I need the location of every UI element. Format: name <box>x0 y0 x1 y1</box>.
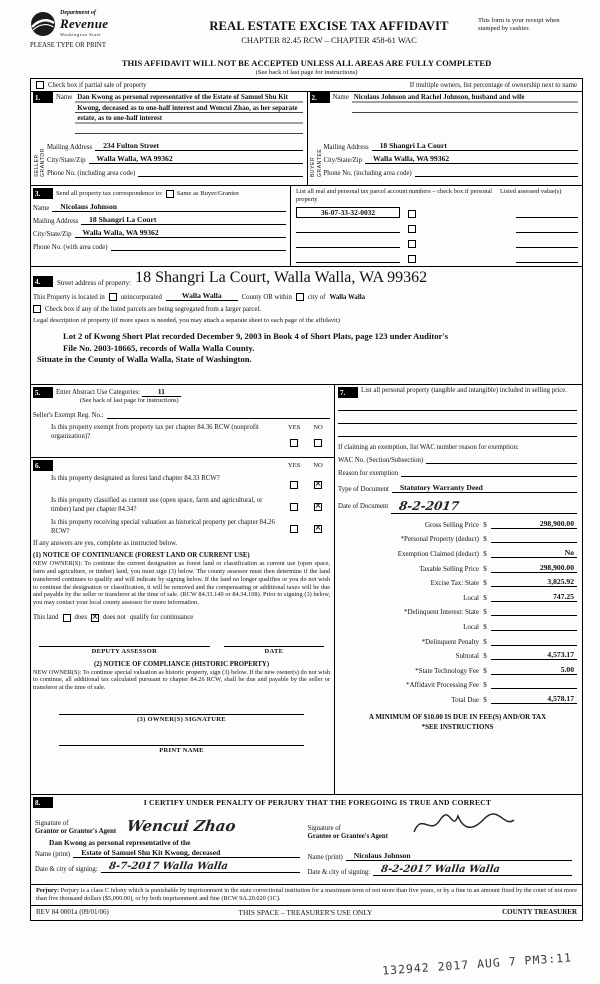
gross-selling-price-label: Gross Selling Price <box>424 520 479 529</box>
buyer-vertical-label: BUYER <box>310 156 316 177</box>
no-header-6: NO <box>313 462 323 470</box>
corr-name-label: Name <box>33 205 50 212</box>
grantor-signature-handwriting: Wencui Zhao <box>125 817 237 836</box>
doc-date-handwriting: 8-2-2017 <box>398 499 461 514</box>
notice-continuance-body: NEW OWNER(S): To continue the current designation as forest land or classification as current use (open space, farm and agriculture, or timber) land, you must sign (3) below. The county assessor must then determine if the land transferred continues to qualify and will indicate by signing below. If the land no longer qualifies or you do not wish to continue the designation or classification, it will be removed and the compensating or additional taxes will be due and payable by the seller or transferor at the time of sale. (RCW 84.33.140 or 84.34.108). Prior to signing (3) below, you may contact your local county assessor for more information. <box>33 560 331 606</box>
subtotal-row <box>338 650 577 660</box>
delinquent-penalty-label: *Delinquent Penalty <box>421 637 479 646</box>
unincorporated-label: unincorporated <box>120 294 162 302</box>
delinquent-interest-state-value[interactable] <box>491 606 577 616</box>
seller-name-value[interactable]: Dan Kwong as personal representative of the Estate of Samuel Shu Kit Kwong, deceased as to one-half interest and Wencui Zhao, as her separate estate, as to one-half interest <box>75 92 302 134</box>
buyer-mailing-value[interactable]: 18 Shangri La Court <box>372 141 578 151</box>
parcel-number-line-3[interactable] <box>296 237 400 248</box>
seller-side-label <box>33 138 47 177</box>
located-in-label: This Property is located in <box>33 294 105 302</box>
delinquent-interest-state-row <box>338 606 577 616</box>
see-back-note-5: (See back of last page for instructions) <box>80 397 179 405</box>
section-7-tab: 7. <box>338 387 358 398</box>
property-tax-exempt-question: Is this property exempt from property tax per chapter 84.36 RCW (nonprofit organization)? <box>51 424 259 440</box>
assessed-value-line-2[interactable] <box>516 223 578 233</box>
dollar-sign: $ <box>483 622 487 631</box>
parcel-personal-checkbox-1[interactable] <box>408 210 416 218</box>
certification-section <box>31 794 582 884</box>
grantor-name-print-value[interactable]: Estate of Samuel Shu Kit Kwong, deceased <box>73 848 299 858</box>
yes-header-5: YES <box>287 424 301 432</box>
warning-banner: THIS AFFIDAVIT WILL NOT BE ACCEPTED UNLESS ALL AREAS ARE FULLY COMPLETED <box>121 58 492 68</box>
left-column <box>31 385 334 794</box>
personal-property-line-2[interactable] <box>338 411 577 424</box>
dollar-sign: $ <box>483 695 487 704</box>
assessed-value-line-1[interactable] <box>516 208 578 218</box>
grantor-date-city-label: Date & city of signing: <box>35 866 98 874</box>
chapter-subtitle: CHAPTER 82.45 RCW – CHAPTER 458-61 WAC <box>241 35 417 45</box>
buyer-csz-label: City/State/Zip <box>323 157 363 164</box>
subtotal-label: Subtotal <box>455 652 479 661</box>
corr-phone-label: Phone No. (with area code) <box>33 244 108 251</box>
wac-label: WAC No. (Section/Subsection) <box>338 457 424 465</box>
legal-line-1: Lot 2 of Kwong Short Plat recorded December 9, 2003 in Book 4 of Short Plats, page 123 under Auditor's <box>63 331 449 342</box>
assessed-value-line-4[interactable] <box>516 253 578 263</box>
land-does-not-checkbox[interactable] <box>91 614 99 622</box>
middle-columns <box>31 384 582 794</box>
deputy-date-label: DATE <box>264 647 284 655</box>
parcel-number-line-4[interactable] <box>296 252 400 263</box>
revenue-logo <box>30 10 180 37</box>
parcel-personal-checkbox-3[interactable] <box>408 240 416 248</box>
parcel-number-line-2[interactable] <box>296 222 400 233</box>
grantee-vertical-label: GRANTEE <box>316 148 323 177</box>
doc-date-value[interactable] <box>391 499 577 514</box>
excise-tax-state-row <box>338 577 577 587</box>
owners-signature-label: (3) OWNER(S) SIGNATURE <box>137 715 226 723</box>
abstract-use-value[interactable]: 11 <box>142 387 181 397</box>
send-correspondence-label: Send all property tax correspondence to: <box>56 190 163 197</box>
notice-continuance-title: (1) NOTICE OF CONTINUANCE (FOREST LAND OR CURRENT USE) <box>33 552 250 560</box>
parcel-numbers-panel <box>290 186 582 266</box>
personal-property-line-1[interactable] <box>338 398 577 411</box>
page-title: REAL ESTATE EXCISE TAX AFFIDAVIT <box>209 19 449 33</box>
legal-line-3: Situate in the County of Walla Walla, State of Washington. <box>37 354 252 365</box>
grantee-sig-label-1: Signature of <box>307 825 341 833</box>
state-technology-fee-label: *State Technology Fee <box>415 666 479 675</box>
grantor-sig-label-1: Signature of <box>35 820 69 828</box>
buyer-name-value[interactable]: Nicolaus Johnson and Rachel Johnson, husband and wife <box>352 92 578 113</box>
current-use-question: Is this property classified as current use (open space, farm and agricultural, or timber) land per chapter 84.34? <box>51 497 263 513</box>
corr-mailing-value[interactable]: 18 Shangri La Court <box>81 215 286 225</box>
dollar-sign: $ <box>483 549 487 558</box>
any-yes-note: If any answers are yes, complete as instructed below. <box>33 540 178 548</box>
grantee-signature-block <box>306 810 579 876</box>
seller-csz-value[interactable]: Walla Walla, WA 99362 <box>89 154 303 164</box>
delinquent-interest-local-row <box>338 621 577 631</box>
wac-value[interactable] <box>426 454 577 464</box>
section-1-tab: 1. <box>33 92 53 103</box>
county-or-label: County OR within <box>241 294 292 302</box>
qualify-label: qualify for continuance <box>129 614 194 622</box>
affidavit-processing-fee-value[interactable] <box>491 679 577 689</box>
selling-price-section <box>334 385 582 794</box>
perjury-body: Perjury is a class C felony which is punishable by imprisonment in the state correctional institution for a maximum term of not more than five years, or by a fine in an amount fixed by the court of not more than five thousand dollars ($5,000.00), or by both imprisonment and fine (RCW 9A.20.020 (1C). <box>36 887 577 902</box>
buyer-grantee-section <box>307 92 583 185</box>
county-treasurer-label: COUNTY TREASURER <box>502 908 577 917</box>
revenue-logo-text <box>60 10 108 37</box>
continuance-qualify-row <box>33 614 330 622</box>
print-name-line[interactable] <box>59 735 304 746</box>
deputy-assessor-signature-line[interactable] <box>39 636 210 647</box>
grantor-representative-note: Dan Kwong as personal representative of the <box>49 838 191 848</box>
section-5-tab: 5. <box>33 387 53 398</box>
segregated-label: Check box if any of the listed parcels are being segregated from a larger parcel. <box>45 305 261 313</box>
does-label: does <box>74 614 87 622</box>
same-as-buyer-checkbox[interactable] <box>166 190 174 198</box>
delinquent-interest-local-label: Local <box>463 622 479 631</box>
exemption-claimed-label: Exemption Claimed (deduct) <box>397 549 479 558</box>
buyer-phone-label: Phone No. (including area code) <box>323 170 412 177</box>
buyer-phone-value[interactable] <box>415 167 578 177</box>
seller-mailing-label: Mailing Address <box>47 144 93 151</box>
section-2-tab: 2. <box>310 92 330 103</box>
seller-phone-label: Phone No. (including area code) <box>47 170 136 177</box>
logo-state-label: Washington State <box>60 32 102 37</box>
yes-header-6: YES <box>287 462 301 470</box>
segregated-checkbox[interactable] <box>33 305 41 313</box>
parcel-row <box>296 222 578 233</box>
grantor-vertical-label: GRANTOR <box>40 147 46 177</box>
section-6-tab: 6. <box>33 460 53 471</box>
reason-label: Reason for exemption <box>338 470 399 478</box>
seller-buyer-row <box>31 91 582 185</box>
historical-yes-checkbox[interactable] <box>290 525 298 533</box>
unincorporated-checkbox[interactable] <box>109 293 117 301</box>
subtotal-value[interactable]: 4,573.17 <box>491 650 577 660</box>
deputy-assessor-label: DEPUTY ASSESSOR <box>91 647 158 655</box>
excise-tax-local-label: Local <box>463 593 479 602</box>
legal-description-value[interactable] <box>33 331 578 366</box>
total-due-label: Total Due <box>451 695 479 704</box>
grantee-signature-scribble <box>400 810 520 836</box>
current-use-yes-checkbox[interactable] <box>290 503 298 511</box>
parcel-personal-checkbox-2[interactable] <box>408 225 416 233</box>
grantor-name-print-label: Name (print) <box>35 851 71 859</box>
abstract-use-section <box>31 385 334 457</box>
delinquent-interest-state-label: *Delinquent Interest: State <box>403 608 479 617</box>
no-header-5: NO <box>313 424 323 432</box>
header <box>30 10 583 56</box>
personal-property-line-3[interactable] <box>338 424 577 437</box>
historical-property-question: Is this property receiving special valuation as historical property per chapter 84.26 RCW? <box>51 519 275 535</box>
this-land-label: This land <box>33 614 59 622</box>
grantor-date-city-value[interactable] <box>101 861 300 873</box>
exemption-claimed-value[interactable]: No <box>491 548 577 558</box>
please-type-label: PLEASE TYPE OR PRINT <box>30 42 106 49</box>
print-name-label: PRINT NAME <box>159 746 204 754</box>
exempt-reg-label: Seller's Exempt Reg. No.: <box>33 412 104 420</box>
dollar-sign: $ <box>483 579 487 588</box>
exemption-claimed-row <box>338 548 577 558</box>
doc-type-label: Type of Document <box>338 486 389 494</box>
see-instructions-note: *SEE INSTRUCTIONS <box>421 722 494 731</box>
dollar-sign: $ <box>483 652 487 661</box>
street-address-value[interactable]: 18 Shangri La Court, Walla Walla, WA 99362 <box>135 269 428 287</box>
gross-selling-price-value[interactable]: 298,900.00 <box>491 519 577 529</box>
revenue-logo-icon <box>30 11 56 37</box>
grantee-name-print-label: Name (print) <box>307 854 343 862</box>
partial-sale-label: Check box if partial sale of property <box>48 81 147 89</box>
perjury-notice <box>31 884 582 904</box>
personal-property-intro: List all personal property (tangible and intangible) included in selling price. <box>361 387 567 395</box>
see-back-note: (See back of last page for instructions) <box>255 69 358 76</box>
section-4-tab: 4. <box>33 276 53 287</box>
treasurer-space-label: THIS SPACE – TREASURER'S USE ONLY <box>238 907 373 917</box>
buyer-csz-value[interactable]: Walla Walla, WA 99362 <box>365 154 578 164</box>
taxable-selling-price-row <box>338 563 577 573</box>
form-revision-number: REV 84 0001a (09/01/06) <box>36 908 109 917</box>
corr-csz-value[interactable]: Walla Walla, WA 99362 <box>75 228 286 238</box>
city-of-label: city of <box>307 294 326 302</box>
delinquent-interest-local-value[interactable] <box>491 621 577 631</box>
form-body <box>30 78 583 921</box>
dollar-sign: $ <box>483 608 487 617</box>
buyer-side-label <box>310 138 324 177</box>
seller-phone-value[interactable] <box>138 167 302 177</box>
corr-csz-label: City/State/Zip <box>33 231 72 238</box>
land-classification-section <box>31 457 334 758</box>
dollar-sign: $ <box>483 593 487 602</box>
reason-value[interactable] <box>401 467 577 477</box>
doc-date-label: Date of Document <box>338 503 389 511</box>
buyer-name-label: Name <box>332 94 349 101</box>
seller-grantor-section <box>31 92 307 185</box>
city-checkbox[interactable] <box>296 293 304 301</box>
buyer-mailing-label: Mailing Address <box>323 144 369 151</box>
personal-property-deduct-label: *Personal Property (deduct) <box>400 535 479 544</box>
city-name-value[interactable]: Walla Walla <box>329 294 366 302</box>
state-technology-fee-row <box>338 665 577 675</box>
assessed-values-header: Listed assessed value(s) <box>500 188 562 195</box>
notice-compliance-title: (2) NOTICE OF COMPLIANCE (HISTORIC PROPERTY) <box>93 660 270 668</box>
grantee-date-handwriting: 8-2-2017 Walla Walla <box>380 864 501 876</box>
section-3-tab: 3. <box>33 188 53 199</box>
dollar-sign: $ <box>483 637 487 646</box>
partial-sale-row <box>31 79 582 91</box>
taxable-selling-price-value[interactable]: 298,900.00 <box>491 563 577 573</box>
abstract-use-label: Enter Abstract Use Categories: <box>56 389 140 397</box>
dollar-sign: $ <box>483 564 487 573</box>
street-address-label: Street address of property: <box>57 279 132 288</box>
receipt-note: This form is your receipt when stamped by cashier. <box>478 17 560 32</box>
claiming-exemption-note: If claiming an exemption, list WAC number reason for exemption: <box>338 444 519 452</box>
seller-csz-label: City/State/Zip <box>47 157 86 164</box>
grantee-date-city-value[interactable] <box>373 864 572 876</box>
excise-tax-state-value[interactable]: 3,825.92 <box>491 577 577 587</box>
delinquent-penalty-value[interactable] <box>491 636 577 646</box>
historical-no-checkbox[interactable] <box>314 525 322 533</box>
header-left <box>30 10 180 49</box>
correspondence-fields <box>31 186 290 266</box>
corr-phone-value[interactable] <box>111 241 286 251</box>
doc-type-value[interactable]: Statutory Warranty Deed <box>392 483 577 493</box>
partial-sale-checkbox[interactable] <box>36 81 44 89</box>
total-due-value[interactable]: 4,578.17 <box>491 694 577 704</box>
current-use-no-checkbox[interactable] <box>314 503 322 511</box>
affidavit-processing-fee-label: *Affidavit Processing Fee <box>406 681 479 690</box>
cashier-date-stamp: 132942 2017 AUG 7 PM3:11 <box>381 950 573 978</box>
minimum-fee-note: A MINIMUM OF $10.00 IS DUE IN FEE(S) AND/OR TAX <box>368 712 547 721</box>
logo-revenue-label: Revenue <box>60 16 109 31</box>
dollar-sign: $ <box>483 666 487 675</box>
section-8-tab: 8. <box>33 797 53 808</box>
delinquent-penalty-row <box>338 636 577 646</box>
grantor-sig-label-2: Grantor or Grantor's Agent <box>35 828 117 836</box>
grantor-signature[interactable] <box>127 817 300 836</box>
total-due-row <box>338 694 577 704</box>
deputy-assessor-date-line[interactable] <box>224 636 324 647</box>
dollar-sign: $ <box>483 535 487 544</box>
perjury-lead: Perjury: <box>36 887 60 895</box>
personal-property-deduct-row <box>338 533 577 543</box>
grantee-signature[interactable] <box>400 810 573 841</box>
gross-selling-price-row <box>338 519 577 529</box>
same-as-buyer-label: Same as Buyer/Grantee <box>176 190 240 197</box>
seller-mailing-value[interactable]: 234 Fulton Street <box>95 141 302 151</box>
exempt-reg-value[interactable] <box>107 409 331 419</box>
parcel-row <box>296 207 578 218</box>
county-name-value[interactable]: Walla Walla <box>166 291 238 301</box>
assessed-value-line-3[interactable] <box>516 238 578 248</box>
does-not-label: does not <box>102 614 126 622</box>
excise-tax-local-row <box>338 592 577 602</box>
notice-compliance-body: NEW OWNER(S): To continue special valuation as historic property, sign (3) below. If the new owner(s) do not wish to continue, all additional tax calculated pursuant to chapter 84.26 RCW, shall be due and payable by the seller or transferor at the time of sale. <box>33 668 331 692</box>
parcel-personal-checkbox-4[interactable] <box>408 255 416 263</box>
exempt-no-checkbox[interactable] <box>314 439 322 447</box>
state-technology-fee-value[interactable]: 5.00 <box>491 665 577 675</box>
land-does-checkbox[interactable] <box>63 614 71 622</box>
header-center <box>180 10 478 45</box>
parcel-row <box>296 237 578 248</box>
multiple-owners-note: If multiple owners, list percentage of ownership next to name <box>409 81 577 89</box>
grantor-signature-block <box>33 810 306 876</box>
grantee-date-city-label: Date & city of signing: <box>307 869 371 877</box>
excise-tax-state-label: Excise Tax: State <box>430 579 479 588</box>
logo-dept-label: Department of <box>60 10 96 16</box>
certify-statement: I CERTIFY UNDER PENALTY OF PERJURY THAT THE FOREGOING IS TRUE AND CORRECT <box>143 798 492 808</box>
parcel-row <box>296 252 578 263</box>
grantee-sig-label-2: Grantee or Grantee's Agent <box>307 833 388 841</box>
affidavit-processing-fee-row <box>338 679 577 689</box>
taxable-selling-price-label: Taxable Selling Price <box>419 564 479 573</box>
seller-name-label: Name <box>56 94 73 101</box>
forest-land-question: Is this property designated as forest land chapter 84.33 RCW? <box>51 475 220 483</box>
parcel-number-value[interactable]: 36-07-33-32-0032 <box>296 207 400 218</box>
excise-tax-local-value[interactable]: 747.25 <box>491 592 577 602</box>
grantee-name-print-value[interactable]: Nicolaus Johnson <box>346 851 572 861</box>
legal-line-2: File No. 2003-18665, records of Walla Walla County. <box>63 342 255 353</box>
tax-correspondence-section <box>31 185 582 266</box>
personal-property-deduct-value[interactable] <box>491 533 577 543</box>
footer-row <box>31 905 582 920</box>
corr-mailing-label: Mailing Address <box>33 218 79 225</box>
seller-vertical-label: SELLER <box>33 154 40 177</box>
parcel-header: List all real and personal tax parcel account numbers – check box if personal property <box>295 188 493 203</box>
exempt-yes-checkbox[interactable] <box>290 439 298 447</box>
forest-no-checkbox[interactable] <box>314 481 322 489</box>
dollar-sign: $ <box>483 520 487 529</box>
legal-description-label: Legal description of property (if more space is needed, you may attach a separate sheet to each page of the affidavit) <box>33 317 340 325</box>
corr-name-value[interactable]: Nicolaus Johnson <box>52 202 286 212</box>
forest-yes-checkbox[interactable] <box>290 481 298 489</box>
grantor-date-handwriting: 8-7-2017 Walla Walla <box>107 861 229 873</box>
dollar-sign: $ <box>483 681 487 690</box>
property-address-section <box>31 266 582 384</box>
owners-signature-line[interactable] <box>59 704 304 715</box>
